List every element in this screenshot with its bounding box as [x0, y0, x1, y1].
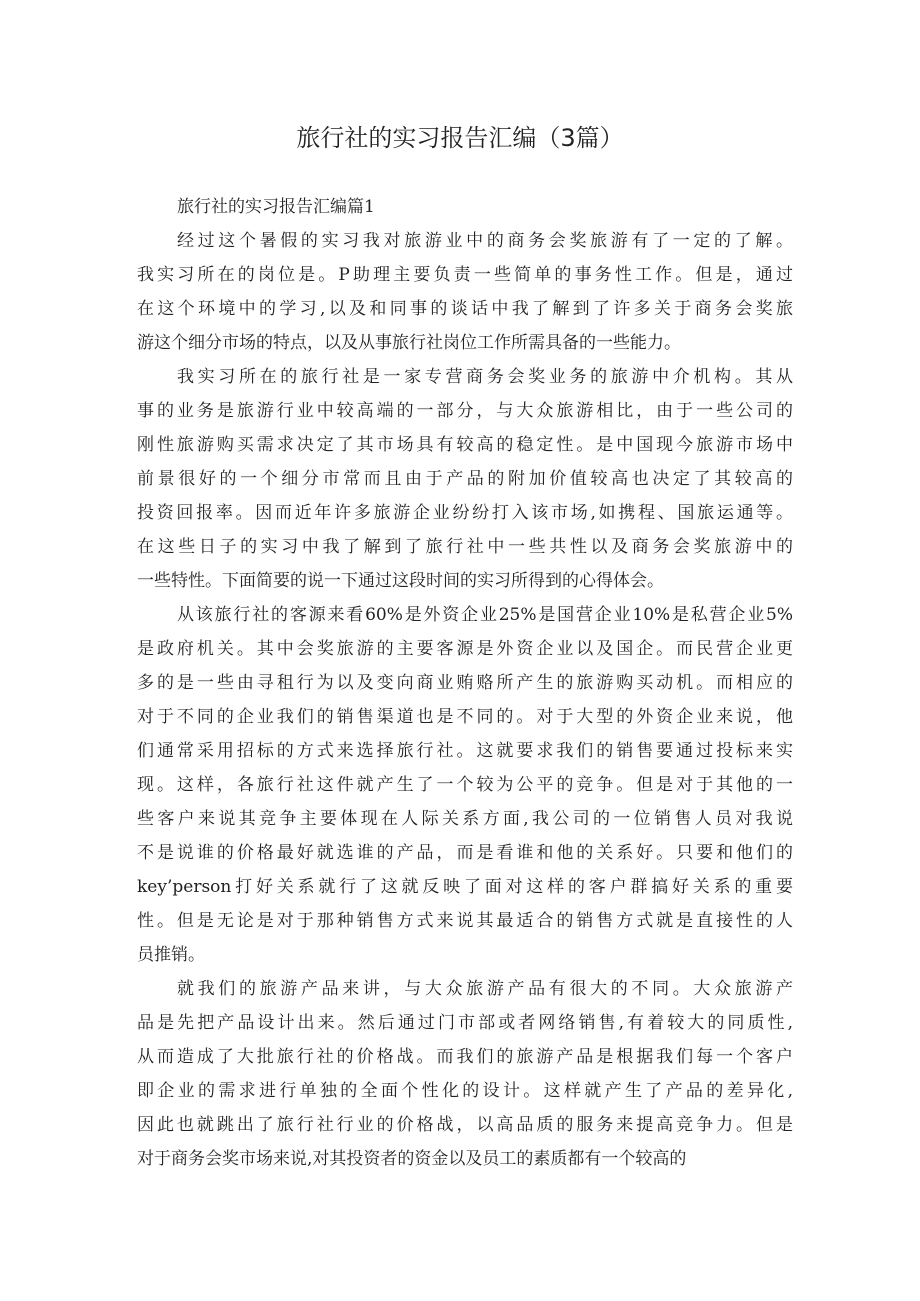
document-title: 旅行社的实习报告汇编（3篇） [296, 124, 624, 152]
paragraph-line: 刚性旅游购买需求决定了其市场具有较高的稳定性。是中国现今旅游市场中 [137, 435, 793, 455]
section-heading: 旅行社的实习报告汇编篇1 [177, 197, 375, 217]
paragraph-list [137, 224, 793, 1176]
paragraph [137, 598, 793, 972]
paragraph-line: 我实习所在的旅行社是一家专营商务会奖业务的旅游中介机构。其从 [177, 367, 793, 387]
paragraph-line: 事的业务是旅游行业中较高端的一部分，与大众旅游相比，由于一些公司的 [137, 401, 793, 421]
paragraph-line: 品是先把产品设计出来。然后通过门市部或者网络销售,有着较大的同质性, [137, 1013, 793, 1033]
paragraph [137, 972, 793, 1176]
paragraph-line: 多的是一些由寻租行为以及变向商业贿赂所产生的旅游购买动机。而相应的 [137, 673, 793, 693]
paragraph-line: 我实习所在的岗位是。P助理主要负责一些简单的事务性工作。但是，通过 [137, 265, 793, 285]
paragraph-line: 些客户来说其竞争主要体现在人际关系方面,我公司的一位销售人员对我说 [137, 809, 793, 829]
paragraph-line: 就我们的旅游产品来讲，与大众旅游产品有很大的不同。大众旅游产 [177, 979, 793, 999]
paragraph-line: 一些特性。下面简要的说一下通过这段时间的实习所得到的心得体会。 [137, 571, 664, 591]
paragraph-line: 现。这样，各旅行社这件就产生了一个较为公平的竞争。但是对于其他的一 [137, 775, 793, 795]
paragraph-line: 经过这个暑假的实习我对旅游业中的商务会奖旅游有了一定的了解。 [177, 231, 793, 251]
paragraph-line: 性。但是无论是对于那种销售方式来说其最适合的销售方式就是直接性的人 [137, 911, 793, 931]
paragraph-line: 在这些日子的实习中我了解到了旅行社中一些共性以及商务会奖旅游中的 [137, 537, 793, 557]
paragraph-line: 因此也就跳出了旅行社行业的价格战，以高品质的服务来提高竞争力。但是 [137, 1115, 793, 1135]
paragraph-line: 对于商务会奖市场来说,对其投资者的资金以及员工的素质都有一个较高的 [137, 1149, 687, 1169]
paragraph-line: 从而造成了大批旅行社的价格战。而我们的旅游产品是根据我们每一个客户 [137, 1047, 793, 1067]
paragraph-line: 是政府机关。其中会奖旅游的主要客源是外资企业以及国企。而民营企业更 [137, 639, 793, 659]
paragraph-line: 游这个细分市场的特点，以及从事旅行社岗位工作所需具备的一些能力。 [137, 333, 681, 353]
paragraph-line: 投资回报率。因而近年许多旅游企业纷纷打入该市场,如携程、国旅运通等。 [137, 503, 793, 523]
paragraph [137, 360, 793, 598]
document-body [137, 190, 793, 1176]
paragraph-line: 在这个环境中的学习,以及和同事的谈话中我了解到了许多关于商务会奖旅 [137, 299, 793, 319]
paragraph-line: 前景很好的一个细分市常而且由于产品的附加价值较高也决定了其较高的 [137, 469, 793, 489]
paragraph-line: 不是说谁的价格最好就选谁的产品，而是看谁和他的关系好。只要和他们的 [137, 843, 793, 863]
paragraph [137, 224, 793, 360]
paragraph-line: 们通常采用招标的方式来选择旅行社。这就要求我们的销售要通过投标来实 [137, 741, 793, 761]
paragraph-line: 从该旅行社的客源来看60%是外资企业25%是国营企业10%是私营企业5% [177, 605, 793, 625]
paragraph-line: 对于不同的企业我们的销售渠道也是不同的。对于大型的外资企业来说，他 [137, 707, 793, 727]
paragraph-line: 员推销。 [137, 945, 205, 965]
paragraph-line: key’person打好关系就行了这就反映了面对这样的客户群搞好关系的重要 [137, 877, 793, 897]
paragraph-line: 即企业的需求进行单独的全面个性化的设计。这样就产生了产品的差异化, [137, 1081, 793, 1101]
